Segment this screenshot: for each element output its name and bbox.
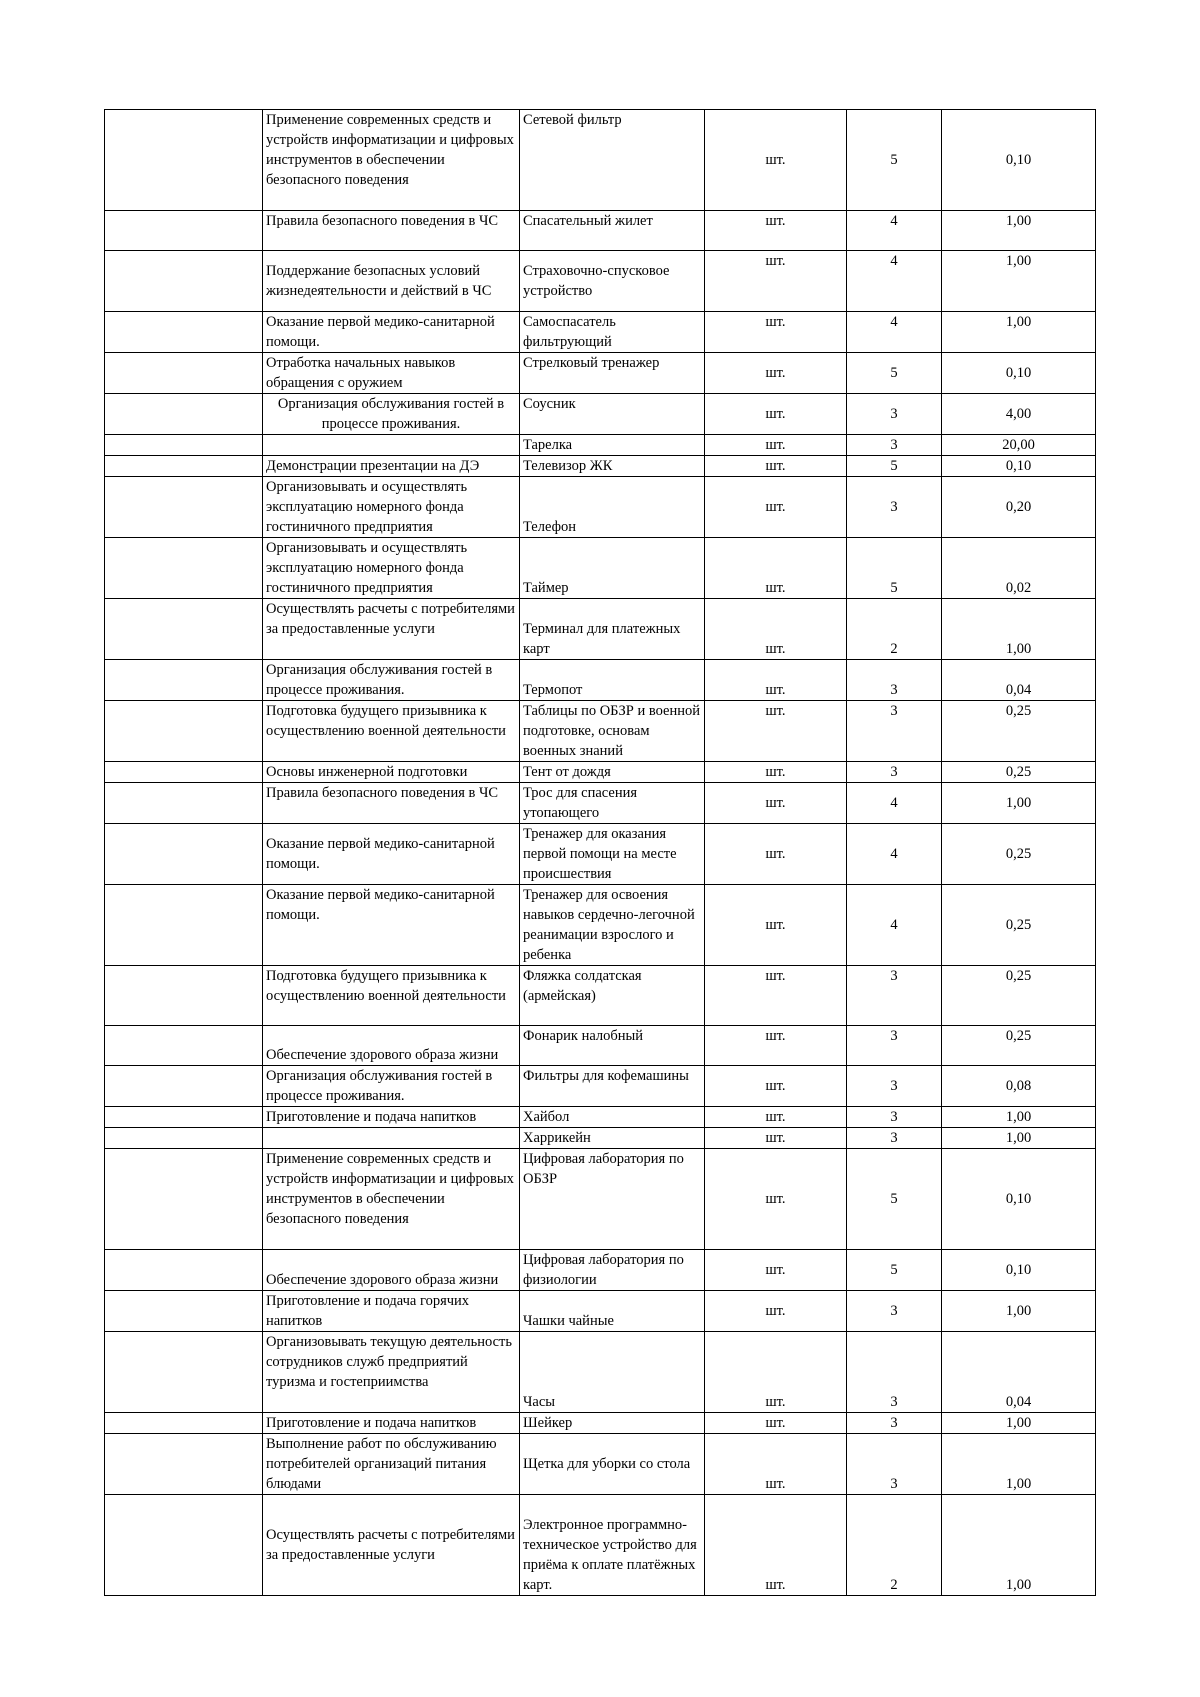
cell-item: Терминал для платежных карт [520, 599, 705, 660]
cell-index [105, 1434, 263, 1495]
cell-item: Термопот [520, 660, 705, 701]
cell-qty: 5 [847, 538, 942, 599]
cell-index [105, 783, 263, 824]
cell-activity [263, 435, 520, 456]
cell-unit: шт. [705, 110, 847, 211]
cell-price: 0,08 [942, 1066, 1096, 1107]
cell-item: Телевизор ЖК [520, 456, 705, 477]
cell-index [105, 353, 263, 394]
cell-activity: Основы инженерной подготовки [263, 762, 520, 783]
cell-activity: Демонстрации презентации на ДЭ [263, 456, 520, 477]
cell-item: Часы [520, 1332, 705, 1413]
cell-qty: 2 [847, 1495, 942, 1596]
cell-price: 0,10 [942, 353, 1096, 394]
cell-qty: 3 [847, 1128, 942, 1149]
cell-activity: Приготовление и подача напитков [263, 1413, 520, 1434]
cell-qty: 3 [847, 1434, 942, 1495]
cell-index [105, 1413, 263, 1434]
cell-unit: шт. [705, 394, 847, 435]
cell-index [105, 312, 263, 353]
cell-item: Таблицы по ОБЗР и военной подготовке, основам военных знаний [520, 701, 705, 762]
cell-qty: 4 [847, 824, 942, 885]
cell-price: 1,00 [942, 211, 1096, 251]
cell-price: 0,10 [942, 1250, 1096, 1291]
table-row [105, 966, 1096, 1026]
cell-activity: Оказание первой медико-санитарной помощи. [263, 885, 520, 966]
cell-qty: 3 [847, 394, 942, 435]
cell-qty: 5 [847, 1250, 942, 1291]
cell-qty: 3 [847, 966, 942, 1026]
cell-price: 1,00 [942, 251, 1096, 312]
cell-unit: шт. [705, 477, 847, 538]
cell-item: Стрелковый тренажер [520, 353, 705, 394]
table-row [105, 1413, 1096, 1434]
cell-qty: 3 [847, 1107, 942, 1128]
table-row [105, 435, 1096, 456]
cell-item: Цифровая лаборатория по ОБЗР [520, 1149, 705, 1250]
table-row [105, 885, 1096, 966]
cell-price: 0,25 [942, 885, 1096, 966]
cell-qty: 5 [847, 456, 942, 477]
cell-qty: 5 [847, 353, 942, 394]
table-row [105, 477, 1096, 538]
cell-price: 0,10 [942, 1149, 1096, 1250]
cell-activity: Осуществлять расчеты с потребителями за предоставленные услуги [263, 599, 520, 660]
cell-index [105, 701, 263, 762]
cell-index [105, 1128, 263, 1149]
cell-qty: 3 [847, 762, 942, 783]
cell-qty: 3 [847, 477, 942, 538]
cell-price: 0,10 [942, 110, 1096, 211]
cell-index [105, 1332, 263, 1413]
cell-unit: шт. [705, 1107, 847, 1128]
cell-qty: 3 [847, 660, 942, 701]
cell-item: Спасательный жилет [520, 211, 705, 251]
cell-index [105, 1291, 263, 1332]
cell-unit: шт. [705, 538, 847, 599]
cell-price: 1,00 [942, 1413, 1096, 1434]
cell-index [105, 477, 263, 538]
cell-index [105, 824, 263, 885]
cell-item: Тарелка [520, 435, 705, 456]
table-row [105, 762, 1096, 783]
cell-activity: Организовывать и осуществлять эксплуатацию номерного фонда гостиничного предприятия [263, 538, 520, 599]
cell-index [105, 1066, 263, 1107]
cell-item: Хайбол [520, 1107, 705, 1128]
cell-price: 0,25 [942, 824, 1096, 885]
cell-price: 0,20 [942, 477, 1096, 538]
cell-qty: 3 [847, 1413, 942, 1434]
cell-activity: Правила безопасного поведения в ЧС [263, 783, 520, 824]
cell-qty: 5 [847, 1149, 942, 1250]
cell-unit: шт. [705, 1332, 847, 1413]
cell-activity: Организовывать текущую деятельность сотрудников служб предприятий туризма и гостеприимства [263, 1332, 520, 1413]
cell-item: Трос для спасения утопающего [520, 783, 705, 824]
cell-item: Цифровая лаборатория по физиологии [520, 1250, 705, 1291]
cell-activity: Отработка начальных навыков обращения с оружием [263, 353, 520, 394]
cell-index [105, 211, 263, 251]
cell-price: 0,25 [942, 701, 1096, 762]
cell-price: 0,10 [942, 456, 1096, 477]
cell-price: 1,00 [942, 312, 1096, 353]
cell-item: Таймер [520, 538, 705, 599]
cell-item: Шейкер [520, 1413, 705, 1434]
table-row [105, 1332, 1096, 1413]
cell-qty: 4 [847, 783, 942, 824]
cell-item: Телефон [520, 477, 705, 538]
cell-unit: шт. [705, 211, 847, 251]
cell-activity: Применение современных средств и устройств информатизации и цифровых инструментов в обеспечении безопасного поведения [263, 1149, 520, 1250]
table-row [105, 660, 1096, 701]
cell-qty: 4 [847, 211, 942, 251]
cell-qty: 4 [847, 885, 942, 966]
cell-index [105, 660, 263, 701]
cell-activity: Применение современных средств и устройств информатизации и цифровых инструментов в обеспечении безопасного поведения [263, 110, 520, 211]
table-row [105, 110, 1096, 211]
cell-unit: шт. [705, 1128, 847, 1149]
cell-price: 1,00 [942, 1495, 1096, 1596]
table-row [105, 701, 1096, 762]
cell-price: 20,00 [942, 435, 1096, 456]
cell-unit: шт. [705, 1066, 847, 1107]
cell-index [105, 1149, 263, 1250]
cell-price: 1,00 [942, 783, 1096, 824]
table-row [105, 1250, 1096, 1291]
cell-qty: 3 [847, 1066, 942, 1107]
cell-activity: Оказание первой медико-санитарной помощи. [263, 824, 520, 885]
cell-item: Самоспасатель фильтрующий [520, 312, 705, 353]
cell-activity: Подготовка будущего призывника к осуществлению военной деятельности [263, 966, 520, 1026]
cell-item: Тренажер для оказания первой помощи на месте происшествия [520, 824, 705, 885]
cell-price: 0,04 [942, 660, 1096, 701]
cell-activity: Организовывать и осуществлять эксплуатацию номерного фонда гостиничного предприятия [263, 477, 520, 538]
cell-activity: Поддержание безопасных условий жизнедеятельности и действий в ЧС [263, 251, 520, 312]
cell-unit: шт. [705, 456, 847, 477]
cell-unit: шт. [705, 599, 847, 660]
cell-index [105, 1495, 263, 1596]
cell-index [105, 885, 263, 966]
cell-index [105, 1026, 263, 1066]
cell-index [105, 966, 263, 1026]
cell-index [105, 599, 263, 660]
cell-unit: шт. [705, 1149, 847, 1250]
table-row [105, 211, 1096, 251]
table-row [105, 1107, 1096, 1128]
cell-activity: Обеспечение здорового образа жизни [263, 1250, 520, 1291]
cell-unit: шт. [705, 701, 847, 762]
cell-item: Тренажер для освоения навыков сердечно-легочной реанимации взрослого и ребенка [520, 885, 705, 966]
table-row [105, 353, 1096, 394]
cell-unit: шт. [705, 762, 847, 783]
cell-unit: шт. [705, 783, 847, 824]
cell-price: 1,00 [942, 1291, 1096, 1332]
cell-activity: Подготовка будущего призывника к осуществлению военной деятельности [263, 701, 520, 762]
table-row [105, 538, 1096, 599]
cell-activity: Организация обслуживания гостей в процессе проживания. [263, 1066, 520, 1107]
cell-index [105, 456, 263, 477]
table-row [105, 456, 1096, 477]
table-row [105, 312, 1096, 353]
table-row [105, 1434, 1096, 1495]
cell-price: 1,00 [942, 599, 1096, 660]
cell-activity: Оказание первой медико-санитарной помощи. [263, 312, 520, 353]
cell-unit: шт. [705, 251, 847, 312]
cell-price: 0,25 [942, 762, 1096, 783]
cell-item: Щетка для уборки со стола [520, 1434, 705, 1495]
equipment-table [104, 109, 1096, 1596]
table-row [105, 783, 1096, 824]
cell-item: Сетевой фильтр [520, 110, 705, 211]
cell-index [105, 1107, 263, 1128]
cell-unit: шт. [705, 1250, 847, 1291]
cell-index [105, 394, 263, 435]
cell-unit: шт. [705, 353, 847, 394]
cell-activity: Выполнение работ по обслуживанию потребителей организаций питания блюдами [263, 1434, 520, 1495]
cell-activity [263, 1128, 520, 1149]
cell-qty: 3 [847, 1332, 942, 1413]
table-row [105, 1495, 1096, 1596]
cell-qty: 4 [847, 251, 942, 312]
cell-index [105, 1250, 263, 1291]
cell-index [105, 435, 263, 456]
cell-price: 1,00 [942, 1434, 1096, 1495]
cell-price: 0,04 [942, 1332, 1096, 1413]
cell-item: Электронное программно-техническое устройство для приёма к оплате платёжных карт. [520, 1495, 705, 1596]
cell-item: Тент от дождя [520, 762, 705, 783]
table-row [105, 394, 1096, 435]
table-row [105, 251, 1096, 312]
cell-qty: 5 [847, 110, 942, 211]
cell-unit: шт. [705, 1434, 847, 1495]
cell-index [105, 538, 263, 599]
cell-item: Фильтры для кофемашины [520, 1066, 705, 1107]
cell-unit: шт. [705, 1495, 847, 1596]
table-row [105, 824, 1096, 885]
cell-qty: 3 [847, 435, 942, 456]
cell-price: 0,25 [942, 966, 1096, 1026]
cell-activity: Приготовление и подача напитков [263, 1107, 520, 1128]
cell-item: Соусник [520, 394, 705, 435]
cell-activity: Осуществлять расчеты с потребителями за предоставленные услуги [263, 1495, 520, 1596]
cell-price: 0,02 [942, 538, 1096, 599]
table-row [105, 1128, 1096, 1149]
cell-item: Фонарик налобный [520, 1026, 705, 1066]
cell-index [105, 110, 263, 211]
cell-qty: 3 [847, 701, 942, 762]
cell-unit: шт. [705, 966, 847, 1026]
table-row [105, 1149, 1096, 1250]
cell-qty: 3 [847, 1026, 942, 1066]
table-row [105, 1026, 1096, 1066]
cell-price: 4,00 [942, 394, 1096, 435]
table-row [105, 599, 1096, 660]
cell-unit: шт. [705, 435, 847, 456]
cell-unit: шт. [705, 312, 847, 353]
cell-activity: Приготовление и подача горячих напитков [263, 1291, 520, 1332]
cell-activity: Организация обслуживания гостей в процессе проживания. [263, 660, 520, 701]
cell-price: 0,25 [942, 1026, 1096, 1066]
cell-item: Чашки чайные [520, 1291, 705, 1332]
cell-unit: шт. [705, 885, 847, 966]
cell-unit: шт. [705, 824, 847, 885]
cell-unit: шт. [705, 1026, 847, 1066]
cell-index [105, 762, 263, 783]
cell-price: 1,00 [942, 1128, 1096, 1149]
cell-activity: Организация обслуживания гостей в процессе проживания. [263, 394, 520, 435]
cell-item: Фляжка солдатская (армейская) [520, 966, 705, 1026]
cell-activity: Правила безопасного поведения в ЧС [263, 211, 520, 251]
table-row [105, 1066, 1096, 1107]
cell-price: 1,00 [942, 1107, 1096, 1128]
cell-unit: шт. [705, 660, 847, 701]
cell-qty: 2 [847, 599, 942, 660]
cell-unit: шт. [705, 1291, 847, 1332]
cell-activity: Обеспечение здорового образа жизни [263, 1026, 520, 1066]
cell-index [105, 251, 263, 312]
cell-qty: 3 [847, 1291, 942, 1332]
cell-qty: 4 [847, 312, 942, 353]
cell-item: Страховочно-спусковое устройство [520, 251, 705, 312]
cell-unit: шт. [705, 1413, 847, 1434]
table-row [105, 1291, 1096, 1332]
cell-item: Харрикейн [520, 1128, 705, 1149]
